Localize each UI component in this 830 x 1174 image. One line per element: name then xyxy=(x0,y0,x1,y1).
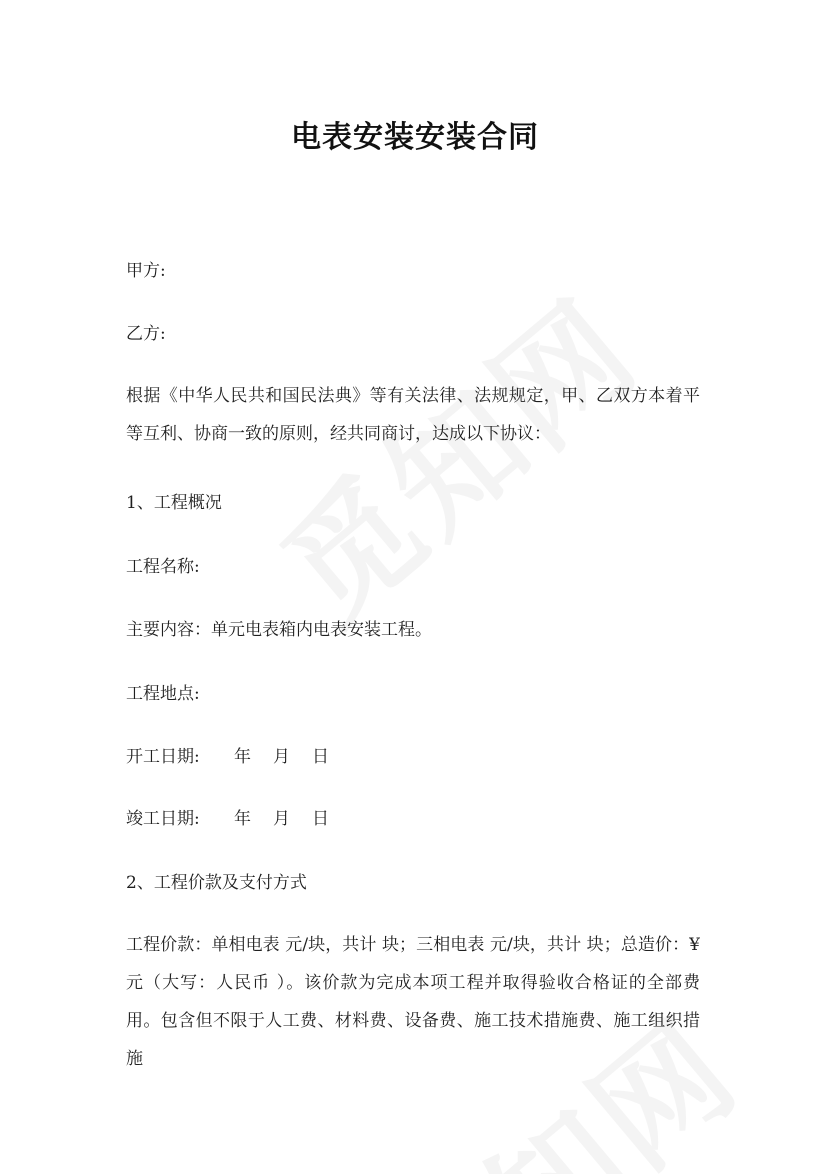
party-b-label: 乙方: xyxy=(126,324,166,344)
price-paragraph: 工程价款：单相电表 元/块，共计 块；三相电表 元/块，共计 块；总造价：¥ 元（大写：人民币 ）。该价款为完成本项工程并取得验收合格证的全部费用。包含但不限于人工费、材料费、设备费、施工技术措施费、施工组织措施 xyxy=(126,935,700,1069)
preamble-paragraph: 根据《中华人民共和国民法典》等有关法律、法规规定，甲、乙双方本着平等互利、协商一致的原则，经共同商讨，达成以下协议： xyxy=(126,386,700,444)
start-date-label: 开工日期: xyxy=(126,747,200,767)
watermark xyxy=(238,251,671,657)
project-name-label: 工程名称: xyxy=(126,557,200,577)
completion-date-label: 竣工日期: xyxy=(126,809,200,829)
start-date-month: 月 xyxy=(273,747,290,767)
start-date-line xyxy=(126,746,351,768)
completion-date-day: 日 xyxy=(312,809,329,829)
section-1-heading: 1、工程概况 xyxy=(126,493,222,513)
start-date-year: 年 xyxy=(234,747,251,767)
section-2-heading: 2、工程价款及支付方式 xyxy=(126,873,307,893)
start-date-day: 日 xyxy=(312,747,329,767)
completion-date-month: 月 xyxy=(273,809,290,829)
party-a-label: 甲方: xyxy=(126,261,166,281)
completion-date-year: 年 xyxy=(234,809,251,829)
project-location-label: 工程地点: xyxy=(126,684,200,704)
completion-date-line xyxy=(126,808,351,830)
main-content-line: 主要内容：单元电表箱内电表安装工程。 xyxy=(126,620,432,640)
document-title: 电表安装安装合同 xyxy=(291,120,539,155)
